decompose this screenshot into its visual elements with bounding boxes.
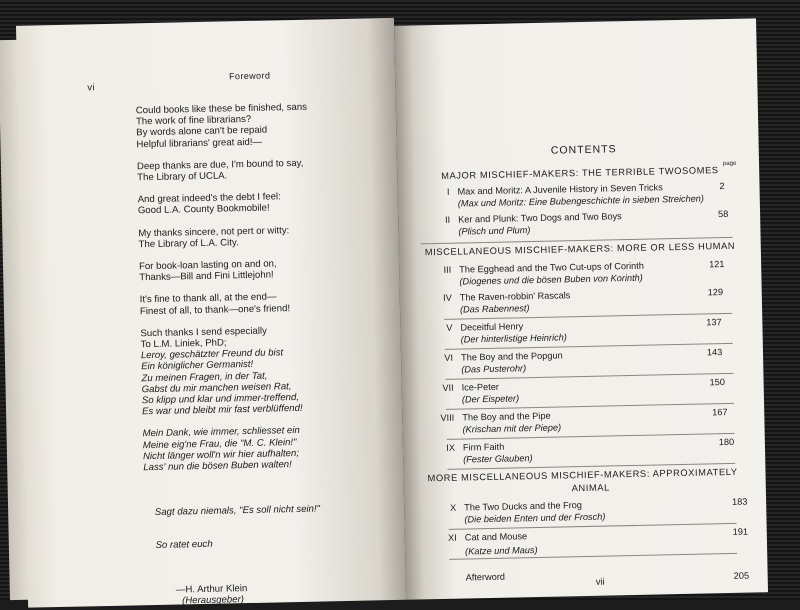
- entry-title: Firm Faith: [462, 441, 505, 453]
- right-page: [394, 18, 768, 599]
- poem-line: So ratet euch: [144, 539, 213, 552]
- right-folio: vii: [595, 576, 605, 588]
- entry-title: Afterword: [465, 571, 506, 583]
- running-header: Foreword: [228, 70, 271, 82]
- toc-entry[interactable]: [427, 558, 757, 591]
- entry-title: Ice-Peter: [461, 381, 500, 393]
- entry-title: The Boy and the Pipe: [462, 410, 551, 423]
- section-heading-continued: ANIMAL: [571, 482, 610, 494]
- poem-line: Thanks—Bill and Fini Littlejohn!: [139, 269, 274, 284]
- entry-subtitle: (Diogenes und die bösen Buben von Korinth): [459, 272, 643, 287]
- entry-page: 183: [732, 496, 748, 507]
- entry-page: 191: [732, 526, 749, 537]
- stanza-german: [141, 345, 382, 417]
- entry-title: The Raven-robbin' Rascals: [459, 290, 571, 303]
- poem-line: By words alone can't be repaid: [136, 124, 268, 139]
- stanza: [138, 189, 378, 216]
- poem-line: Zu meinen Fragen, in der Tat,: [141, 370, 268, 384]
- entry-number: V: [446, 322, 453, 333]
- signature-block: [176, 580, 386, 607]
- stanza: [137, 156, 377, 183]
- poem-line: For book-loan lasting on and on,: [138, 258, 277, 273]
- poem-line: The work of fine librarians?: [135, 114, 252, 128]
- poem-line: Deep thanks are due, I'm bound to say,: [136, 157, 304, 173]
- poem-line: Such thanks I send especially: [140, 325, 267, 340]
- stanza: [139, 256, 379, 283]
- entry-subtitle: (Das Rabennest): [459, 303, 530, 315]
- poem-line: Meine eig'ne Frau, die "M. C. Klein!": [142, 436, 297, 451]
- stanza: [136, 100, 377, 150]
- left-page: [16, 18, 406, 608]
- entry-subtitle: (Krischan mit der Piepe): [462, 422, 562, 435]
- poem-line: Ein königlicher Germanist!: [141, 359, 254, 373]
- entry-title: Max and Moritz: A Juvenile History in Seven Tricks: [457, 182, 663, 197]
- poem-line: Mein Dank, wie immer, schliesset ein: [142, 425, 300, 440]
- toc-entry[interactable]: [420, 208, 750, 241]
- toc-entry[interactable]: [421, 258, 751, 291]
- poem-line: Leroy, geschätzter Freund du bist: [140, 347, 284, 362]
- entry-title: Ker and Plunk: Two Dogs and Two Boys: [458, 211, 622, 225]
- entry-number: IX: [446, 442, 456, 453]
- poem-line: To L.M. Liniek, PhD;: [140, 337, 227, 351]
- table-of-contents: [419, 140, 750, 583]
- entry-subtitle: (Katze und Maus): [464, 545, 538, 557]
- poem-line: The Library of L.A. City.: [138, 237, 239, 251]
- contents-title: CONTENTS: [550, 143, 617, 157]
- entry-page: 167: [712, 406, 728, 418]
- stanza: [140, 290, 380, 317]
- entry-number: III: [443, 264, 452, 275]
- section-heading: MAJOR MISCHIEF-MAKERS: THE TERRIBLE TWOSOMES: [441, 165, 719, 181]
- entry-page: 180: [718, 436, 735, 448]
- entry-subtitle: (Fester Glauben): [463, 453, 533, 465]
- signature: —H. Arthur Klein: [175, 582, 248, 596]
- entry-subtitle: (Die beiden Enten und der Frosch): [464, 511, 606, 525]
- entry-number: IV: [442, 292, 452, 303]
- entry-page: 205: [733, 570, 750, 581]
- entry-page: 121: [709, 259, 725, 270]
- poem-line: And great indeed's the debt I feel:: [137, 191, 281, 206]
- poem-line: Lass' nun die bösen Buben walten!: [143, 459, 292, 474]
- poem-line: Nicht länger woll'n wir hier aufhalten;: [142, 447, 300, 463]
- entry-number: VIII: [440, 412, 455, 424]
- poem-line: Gabst du mir manchen weisen Rat,: [141, 380, 292, 396]
- signature-role: (Herausgeber): [181, 594, 245, 607]
- entry-subtitle: (Der Eispeter): [461, 393, 520, 405]
- entry-page: 150: [709, 377, 726, 388]
- entry-page: 137: [706, 317, 722, 328]
- toc-entry[interactable]: [419, 180, 749, 213]
- entry-page: 2: [719, 181, 725, 192]
- stanza-german: [142, 424, 383, 474]
- poem-line: Could books like these be finished, sans: [135, 101, 308, 117]
- poem-line: Sagt dazu niemals, "Es soll nicht sein!": [144, 503, 321, 518]
- page-column-label: page: [722, 160, 737, 168]
- section-heading: MISCELLANEOUS MISCHIEF-MAKERS: MORE OR LESS HUMAN: [424, 240, 736, 258]
- foreword-poem: [136, 100, 386, 607]
- entry-title: The Egghead and the Two Cut-ups of Corinth: [459, 260, 644, 275]
- stanza-german: [144, 479, 386, 574]
- left-folio: vi: [87, 82, 96, 94]
- entry-subtitle: (Plisch und Plum): [458, 225, 531, 237]
- entry-number: VI: [444, 352, 454, 363]
- poem-line: Es war und bleibt mir fast verblüffend!: [141, 403, 303, 418]
- entry-subtitle: (Das Pusterohr): [461, 363, 527, 375]
- entry-number: [427, 565, 457, 566]
- entry-number: II: [444, 214, 451, 225]
- poem-line: My thanks sincere, not pert or witty:: [138, 224, 290, 239]
- entry-subtitle: (Max und Moritz: Eine Bubengeschichte in sieben Streichen): [457, 193, 705, 209]
- entry-title: The Two Ducks and the Frog: [464, 500, 583, 513]
- open-book: [16, 10, 768, 607]
- entry-page: 58: [717, 208, 729, 220]
- entry-title: Cat and Mouse: [464, 531, 528, 543]
- entry-number: I: [446, 186, 450, 197]
- entry-page: 129: [707, 287, 724, 298]
- poem-line: It's fine to thank all, at the end—: [139, 291, 277, 306]
- entry-number: VII: [442, 382, 454, 393]
- entry-page: 143: [706, 347, 723, 358]
- poem-line: Helpful librarians' great aid!—: [136, 136, 263, 150]
- entry-number: XI: [448, 532, 457, 543]
- stanza: [138, 223, 378, 250]
- poem-line: The Library of UCLA.: [137, 170, 228, 184]
- poem-line: So klipp und klar und immer-treffend,: [141, 392, 300, 407]
- entry-title: Deceitful Henry: [460, 321, 524, 333]
- poem-line: Finest of all, to thank—one's friend!: [139, 302, 291, 317]
- entry-number: X: [449, 502, 457, 513]
- section-heading: MORE MISCELLANEOUS MISCHIEF-MAKERS: APPROXIMATELY: [427, 466, 738, 484]
- poem-line: Good L.A. County Bookmobile!: [137, 202, 270, 217]
- entry-subtitle: (Der hinterlistige Heinrich): [460, 332, 567, 345]
- entry-title: The Boy and the Popgun: [460, 350, 563, 363]
